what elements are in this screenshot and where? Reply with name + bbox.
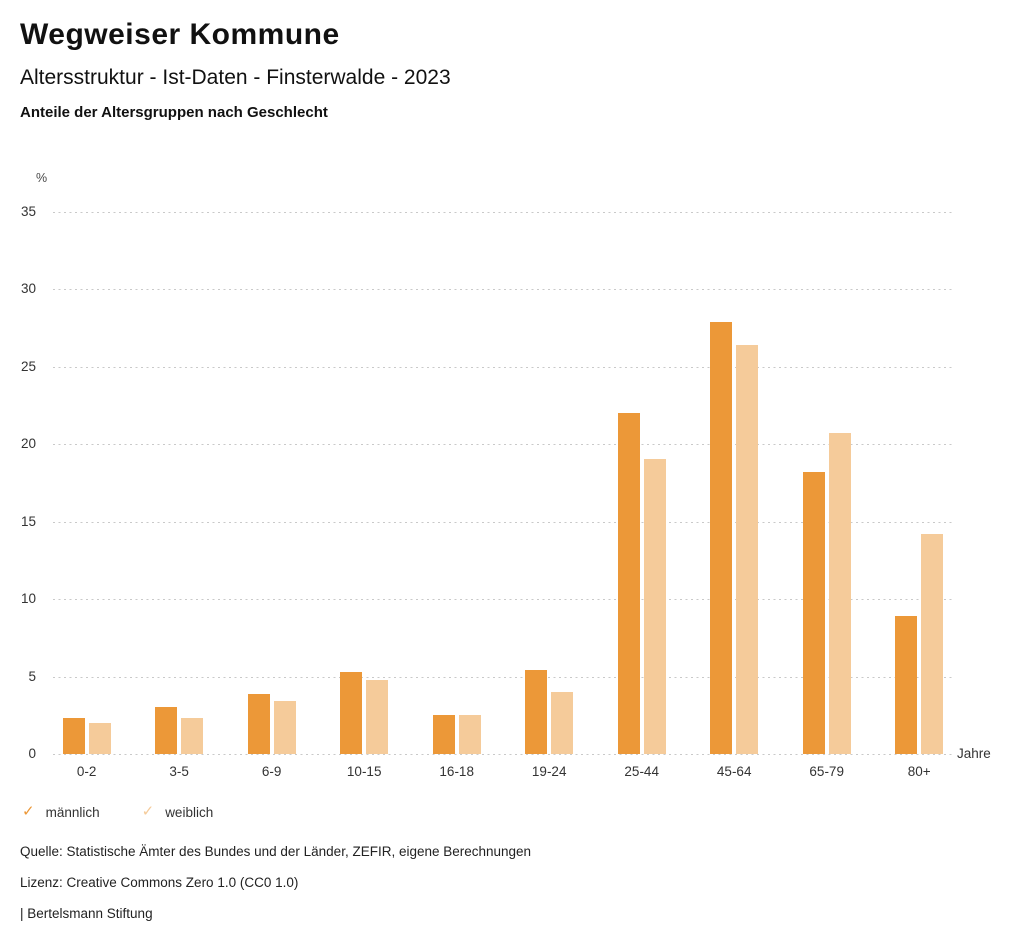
x-axis-category-label: 19-24	[531, 764, 567, 779]
bar-männlich-6-9[interactable]	[248, 694, 270, 754]
y-axis-tick-label: 20	[20, 436, 36, 451]
bar-männlich-16-18[interactable]	[433, 715, 455, 754]
bar-männlich-65-79[interactable]	[803, 472, 825, 754]
x-axis-category-label: 6-9	[261, 764, 282, 779]
bar-weiblich-65-79[interactable]	[829, 433, 851, 754]
x-axis-category-label: 25-44	[624, 764, 659, 779]
y-axis-tick-label: 35	[20, 203, 36, 219]
x-axis-category-label: 10-15	[346, 764, 382, 779]
bar-männlich-3-5[interactable]	[155, 707, 177, 754]
x-axis-category-label: 65-79	[809, 764, 844, 779]
bar-männlich-10-15[interactable]	[340, 672, 362, 754]
check-icon: ✓	[141, 803, 155, 820]
source-text: Quelle: Statistische Ämter des Bundes und der Länder, ZEFIR, eigene Berechnungen	[20, 844, 532, 859]
x-axis-category-label: 16-18	[439, 764, 474, 779]
bar-weiblich-0-2[interactable]	[89, 723, 111, 754]
bar-männlich-19-24[interactable]	[525, 670, 547, 754]
y-gridline-35	[53, 212, 952, 213]
y-axis-tick-label: 25	[20, 358, 36, 374]
license-text: Lizenz: Creative Commons Zero 1.0 (CC0 1.0)	[20, 875, 299, 890]
legend-label: weiblich	[165, 804, 214, 820]
x-axis-unit-label: Jahre	[957, 746, 991, 761]
x-axis-category-label: 3-5	[169, 764, 189, 779]
y-axis-unit-label: %	[36, 171, 48, 185]
bar-weiblich-80+[interactable]	[921, 534, 943, 754]
legend-item-0[interactable]	[22, 804, 100, 820]
chart-heading: Anteile der Altersgruppen nach Geschlecht	[20, 104, 328, 121]
bar-weiblich-16-18[interactable]	[459, 715, 481, 754]
y-gridline-30	[53, 289, 952, 290]
chart-subtitle: Altersstruktur - Ist-Daten - Finsterwalde - 2023	[20, 66, 451, 89]
chart-legend	[22, 804, 213, 820]
x-axis-category-label: 80+	[907, 764, 931, 779]
y-axis-tick-label: 10	[20, 591, 36, 606]
y-gridline-0	[53, 754, 952, 755]
bar-männlich-0-2[interactable]	[63, 718, 85, 754]
bar-männlich-80+[interactable]	[895, 616, 917, 754]
page-title: Wegweiser Kommune	[20, 18, 340, 51]
y-axis-tick-label: 5	[28, 668, 36, 684]
bar-weiblich-6-9[interactable]	[274, 701, 296, 754]
x-axis-category-label: 45-64	[716, 764, 752, 779]
bar-weiblich-45-64[interactable]	[736, 345, 758, 754]
bar-weiblich-25-44[interactable]	[644, 459, 666, 754]
y-gridline-20	[53, 444, 952, 445]
bar-weiblich-3-5[interactable]	[181, 718, 203, 754]
y-axis-tick-label: 15	[20, 513, 36, 529]
bar-männlich-25-44[interactable]	[618, 413, 640, 754]
attribution-text: | Bertelsmann Stiftung	[20, 906, 153, 921]
bar-weiblich-19-24[interactable]	[551, 692, 573, 754]
bar-weiblich-10-15[interactable]	[366, 680, 388, 754]
x-axis-category-label: 0-2	[76, 764, 97, 779]
bar-männlich-45-64[interactable]	[710, 322, 732, 754]
check-icon: ✓	[22, 803, 35, 820]
y-axis-tick-label: 0	[28, 746, 36, 761]
y-axis-tick-label: 30	[20, 281, 36, 296]
y-gridline-25	[53, 367, 952, 368]
legend-item-1[interactable]	[142, 804, 214, 820]
legend-label: männlich	[45, 804, 100, 820]
